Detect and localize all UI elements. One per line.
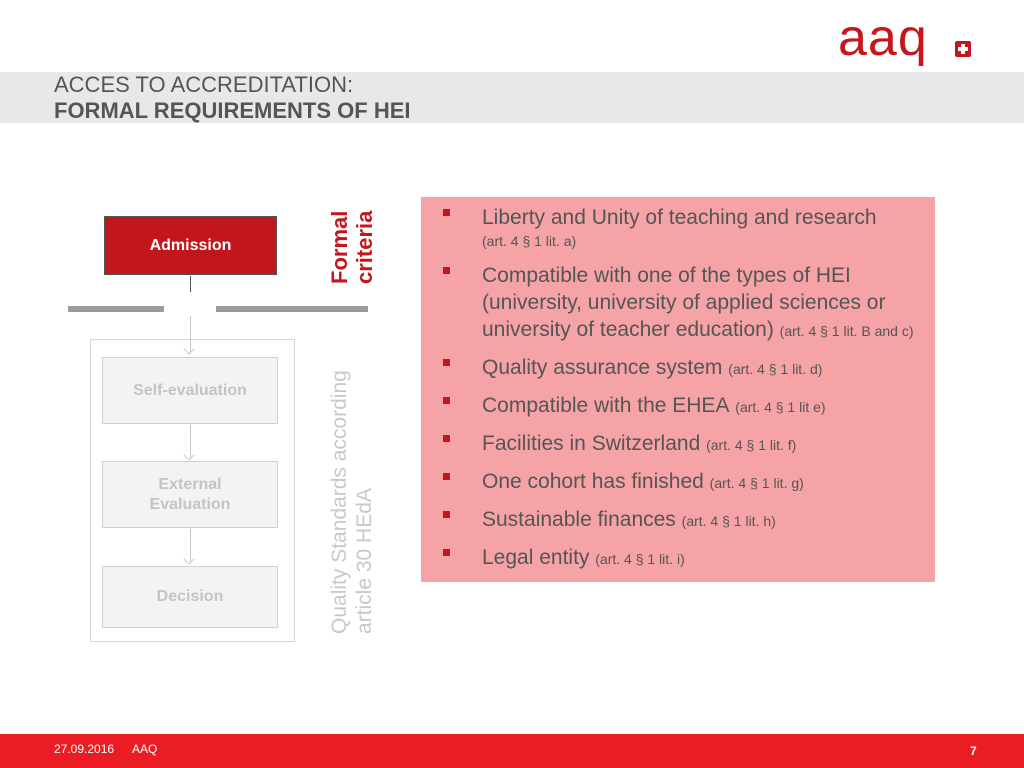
footer-bar — [0, 734, 1024, 768]
bullet-icon — [443, 267, 450, 274]
requirement-ref: (art. 4 § 1 lit. i) — [595, 551, 685, 567]
external-evaluation-box: External Evaluation — [102, 461, 278, 528]
separator-left — [68, 306, 164, 312]
bullet-icon — [443, 435, 450, 442]
bullet-icon — [443, 209, 450, 216]
footer-date: 27.09.2016 — [54, 742, 115, 756]
slide-title-line1: ACCES TO ACCREDITATION: — [54, 72, 354, 97]
list-item — [440, 262, 930, 343]
connector-admission — [190, 276, 191, 292]
requirement-text: Quality assurance system — [482, 356, 723, 379]
requirement-text: One cohort has finished — [482, 470, 704, 493]
footer-org: AAQ — [132, 742, 158, 756]
requirement-ref: (art. 4 § 1 lit. g) — [709, 475, 804, 491]
list-item — [440, 430, 930, 457]
requirement-ref: (art. 4 § 1 lit. f) — [706, 437, 797, 453]
page-number: 7 — [970, 744, 977, 758]
list-item — [440, 544, 930, 571]
formal-label-line1: Formal — [327, 210, 352, 284]
requirement-text: Compatible with one of the types of HEI (university, university of applied sciences or university of teacher education) — [482, 264, 886, 341]
requirement-ref: (art. 4 § 1 lit. d) — [728, 361, 823, 377]
logo-text: aaq — [838, 9, 928, 67]
swiss-flag-icon — [955, 41, 971, 57]
requirement-text: Liberty and Unity of teaching and research — [482, 206, 877, 229]
aaq-logo — [838, 9, 978, 67]
bullet-icon — [443, 473, 450, 480]
bullet-icon — [443, 359, 450, 366]
self-evaluation-box: Self-evaluation — [102, 357, 278, 424]
bullet-icon — [443, 511, 450, 518]
requirement-text: Compatible with the EHEA — [482, 394, 730, 417]
quality-label-line2: article 30 HEdA — [353, 488, 376, 634]
list-item — [440, 392, 930, 419]
bullet-icon — [443, 549, 450, 556]
formal-label-line2: criteria — [352, 210, 377, 284]
requirement-ref: (art. 4 § 1 lit e) — [735, 399, 826, 415]
list-item — [440, 506, 930, 533]
requirements-list — [440, 204, 930, 582]
requirement-ref: (art. 4 § 1 lit. a) — [482, 233, 577, 249]
bullet-icon — [443, 397, 450, 404]
formal-criteria-label — [327, 211, 377, 284]
requirement-ref: (art. 4 § 1 lit. B and c) — [779, 323, 914, 339]
requirement-text: Legal entity — [482, 546, 590, 569]
separator-right — [216, 306, 368, 312]
list-item — [440, 354, 930, 381]
quality-standards-label — [327, 370, 377, 634]
requirement-text: Sustainable finances — [482, 508, 676, 531]
quality-label-line1: Quality Standards according — [328, 370, 351, 634]
list-item — [440, 204, 930, 251]
decision-box: Decision — [102, 566, 278, 628]
list-item — [440, 468, 930, 495]
requirement-text: Facilities in Switzerland — [482, 432, 701, 455]
requirement-ref: (art. 4 § 1 lit. h) — [681, 513, 776, 529]
slide-title-line2: FORMAL REQUIREMENTS OF HEI — [54, 98, 411, 123]
admission-box: Admission — [104, 216, 277, 275]
